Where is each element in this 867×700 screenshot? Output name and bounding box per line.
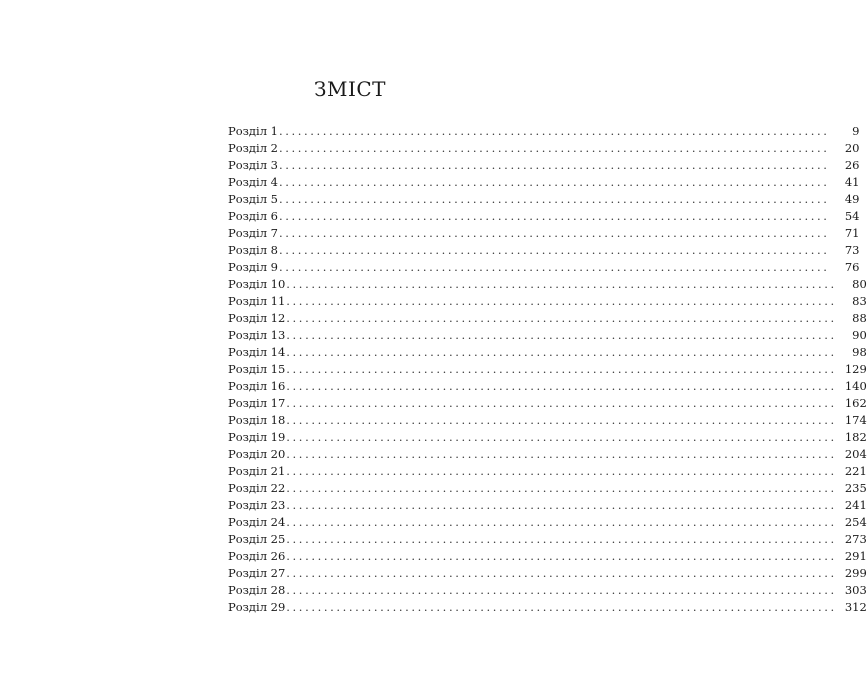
toc-entry-page-number: 204: [844, 447, 867, 461]
toc-entry-page-number: 71: [844, 226, 860, 240]
toc-entry-label: Розділ 3: [228, 158, 278, 172]
toc-entry-page-number: 182: [844, 430, 867, 444]
toc-entry: [228, 310, 867, 327]
toc-entry: [228, 480, 867, 497]
toc-entry-leader: ........................................................................................: [278, 141, 830, 155]
toc-entry-leader: ........................................................................................: [286, 379, 837, 393]
toc-entry-page-number: 20: [844, 141, 860, 155]
toc-entry-leader: ........................................................................................: [286, 311, 837, 325]
toc-list: [228, 123, 867, 616]
toc-entry-page-number: 88: [852, 311, 867, 325]
toc-entry-label: Розділ 14: [228, 345, 286, 359]
toc-entry: [228, 599, 867, 616]
toc-entry-leader: ........................................................................................: [286, 396, 837, 410]
toc-entry-leader: ........................................................................................: [286, 447, 837, 461]
toc-entry-label: Розділ 22: [228, 481, 286, 495]
toc-entry-label: Розділ 18: [228, 413, 286, 427]
toc-entry-label: Розділ 16: [228, 379, 286, 393]
toc-entry-page-number: 98: [852, 345, 867, 359]
toc-entry-label: Розділ 6: [228, 209, 278, 223]
toc-entry-label: Розділ 11: [228, 294, 286, 308]
toc-entry-leader: ........................................................................................: [286, 566, 837, 580]
toc-entry-leader: ........................................................................................: [278, 226, 830, 240]
toc-entry-page-number: 312: [844, 600, 867, 614]
toc-entry-page-number: 174: [844, 413, 867, 427]
toc-entry-page-number: 9: [852, 124, 860, 138]
toc-entry-leader: ........................................................................................: [286, 515, 837, 529]
toc-entry-label: Розділ 8: [228, 243, 278, 257]
toc-entry-page-number: 140: [844, 379, 867, 393]
toc-entry-label: Розділ 7: [228, 226, 278, 240]
toc-entry-leader: ........................................................................................: [278, 124, 830, 138]
toc-entry: [228, 446, 867, 463]
toc-entry: [228, 259, 860, 276]
toc-entry-page-number: 221: [844, 464, 867, 478]
toc-entry: [228, 548, 867, 565]
toc-entry: [228, 191, 860, 208]
toc-entry-page-number: 26: [844, 158, 860, 172]
toc-entry-leader: ........................................................................................: [286, 464, 837, 478]
toc-entry: [228, 565, 867, 582]
toc-entry-page-number: 162: [844, 396, 867, 410]
toc-entry-page-number: 235: [844, 481, 867, 495]
toc-entry-leader: ........................................................................................: [278, 260, 830, 274]
toc-entry: [228, 412, 867, 429]
toc-entry-label: Розділ 10: [228, 277, 286, 291]
toc-entry: [228, 174, 860, 191]
toc-entry-leader: ........................................................................................: [278, 175, 830, 189]
toc-entry-label: Розділ 27: [228, 566, 286, 580]
toc-entry: [228, 395, 867, 412]
toc-entry-page-number: 83: [852, 294, 867, 308]
toc-entry-page-number: 76: [844, 260, 860, 274]
toc-entry-leader: ........................................................................................: [286, 413, 837, 427]
toc-entry-label: Розділ 29: [228, 600, 286, 614]
toc-entry: [228, 463, 867, 480]
toc-entry-page-number: 54: [844, 209, 860, 223]
toc-entry-page-number: 299: [844, 566, 867, 580]
toc-entry-label: Розділ 4: [228, 175, 278, 189]
toc-entry-label: Розділ 2: [228, 141, 278, 155]
toc-entry-label: Розділ 12: [228, 311, 286, 325]
toc-entry: [228, 242, 860, 259]
toc-entry-page-number: 254: [844, 515, 867, 529]
toc-entry: [228, 344, 867, 361]
toc-entry-label: Розділ 9: [228, 260, 278, 274]
toc-entry: [228, 208, 860, 225]
toc-entry-label: Розділ 13: [228, 328, 286, 342]
toc-entry: [228, 225, 860, 242]
toc-entry-label: Розділ 5: [228, 192, 278, 206]
toc-entry-leader: ........................................................................................: [286, 430, 837, 444]
toc-entry-label: Розділ 23: [228, 498, 286, 512]
toc-entry-label: Розділ 25: [228, 532, 286, 546]
toc-entry-label: Розділ 15: [228, 362, 286, 376]
toc-entry-page-number: 41: [844, 175, 860, 189]
toc-entry-label: Розділ 17: [228, 396, 286, 410]
toc-entry-leader: ........................................................................................: [286, 294, 837, 308]
toc-entry-leader: ........................................................................................: [286, 532, 837, 546]
toc-entry-label: Розділ 19: [228, 430, 286, 444]
toc-entry-label: Розділ 24: [228, 515, 286, 529]
toc-entry-page-number: 49: [844, 192, 860, 206]
toc-entry-leader: ........................................................................................: [286, 481, 837, 495]
toc-entry-page-number: 303: [844, 583, 867, 597]
toc-entry: [228, 293, 867, 310]
toc-entry-page-number: 129: [844, 362, 867, 376]
toc-entry: [228, 514, 867, 531]
toc-entry-leader: ........................................................................................: [286, 549, 837, 563]
toc-entry-label: Розділ 20: [228, 447, 286, 461]
toc-entry-page-number: 273: [844, 532, 867, 546]
toc-entry: [228, 327, 867, 344]
toc-entry: [228, 378, 867, 395]
toc-entry-leader: ........................................................................................: [286, 600, 837, 614]
toc-entry: [228, 497, 867, 514]
toc-entry-page-number: 90: [852, 328, 867, 342]
toc-entry: [228, 361, 867, 378]
toc-entry-label: Розділ 26: [228, 549, 286, 563]
toc-entry-page-number: 73: [844, 243, 860, 257]
toc-entry: [228, 531, 867, 548]
toc-entry-page-number: 80: [852, 277, 867, 291]
toc-entry-label: Розділ 28: [228, 583, 286, 597]
toc-entry-leader: ........................................................................................: [278, 209, 830, 223]
toc-entry-leader: ........................................................................................: [286, 583, 837, 597]
toc-entry-label: Розділ 1: [228, 124, 278, 138]
toc-entry-leader: ........................................................................................: [278, 158, 830, 172]
toc-entry: [228, 276, 867, 293]
toc-entry-leader: ........................................................................................: [286, 498, 837, 512]
toc-entry: [228, 429, 867, 446]
toc-entry: [228, 123, 860, 140]
toc-entry: [228, 140, 860, 157]
toc-entry-leader: ........................................................................................: [286, 277, 837, 291]
toc-entry-leader: ........................................................................................: [286, 328, 837, 342]
toc-entry-label: Розділ 21: [228, 464, 286, 478]
toc-entry: [228, 157, 860, 174]
toc-entry-leader: ........................................................................................: [286, 345, 837, 359]
toc-entry-page-number: 241: [844, 498, 867, 512]
toc-entry-leader: ........................................................................................: [278, 243, 830, 257]
toc-entry-page-number: 291: [844, 549, 867, 563]
toc-entry-leader: ........................................................................................: [286, 362, 837, 376]
toc-entry: [228, 582, 867, 599]
toc-entry-leader: ........................................................................................: [278, 192, 830, 206]
toc-title: ЗМІСТ: [314, 77, 386, 101]
